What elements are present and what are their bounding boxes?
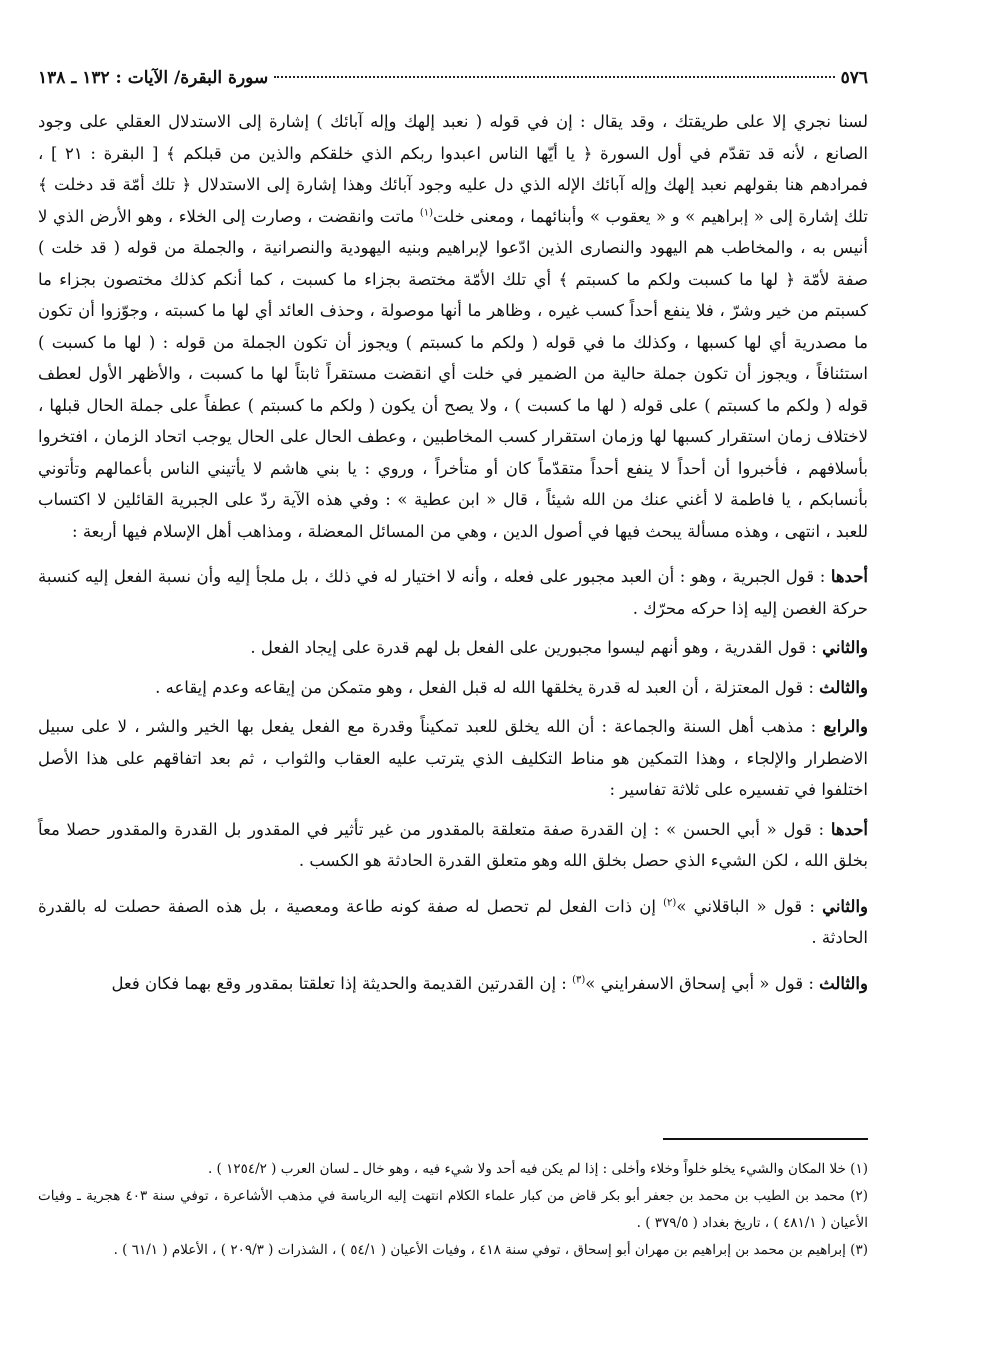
interpretation-2-text-b: إن ذات الفعل لم تحصل له صفة كونه طاعة ومعصية ، بل هذه الصفة حصلت له بالقدرة الحادثة . bbox=[38, 896, 868, 947]
opinion-4 bbox=[38, 711, 868, 806]
footnote-ref-1: (١) bbox=[419, 207, 434, 218]
interpretation-2 bbox=[38, 891, 868, 954]
interpretation-2-lead: والثاني bbox=[822, 896, 868, 916]
header-dotted-leader bbox=[274, 76, 834, 78]
main-text bbox=[38, 106, 868, 999]
paragraph-intro bbox=[38, 106, 868, 547]
interpretation-1-text: : قول « أبي الحسن » : إن القدرة صفة متعلقة بالمقدور من غير تأثير في المقدور بل القدرة والمقدور حصلا معاً بخلق الله ، لكن الشيء الذي حصل بخلق الله وهو متعلق القدرة الحادثة هو الكسب . bbox=[38, 819, 868, 870]
interpretation-3-text-a: : قول « أبي إسحاق الاسفرايني » bbox=[585, 973, 820, 993]
document-page bbox=[38, 68, 868, 1348]
footnote-3: (٣) إبراهيم بن محمد بن إبراهيم بن مهران أبو إسحاق ، توفي سنة ٤١٨ ، وفيات الأعيان ( ٥٤/١ ) ، الشذرات ( ٢٠٩/٣ ) ، الأعلام ( ٦١/١ ) . bbox=[113, 1242, 868, 1258]
interpretation-1 bbox=[38, 814, 868, 877]
footnote-ref-3: (٣) bbox=[572, 974, 586, 985]
paragraph-intro-text: لسنا نجري إلا على طريقتك ، وقد يقال : إن في قوله ( نعبد إلهك وإله آبائك ) إشارة إلى الاستدلال العقلي على وجود الصانع ، لأنه قد تقدّم في أول السورة ﴿ يا أيّها الناس اعبدوا ربكم الذي خلقكم والذين من قبلكم ﴾ [ البقرة : ٢١ ] ، فمرادهم هنا بقولهم نعبد إلهك وإله آبائك الإله الذي دل عليه وجود آبائك وهذا إشارة إلى الاستدلال ﴿ تلك أمّة قد دخلت ﴾ تلك إشارة إلى « إبراهيم » و « يعقوب » وأبنائهما ، ومعنى خلت bbox=[38, 112, 868, 226]
interpretation-3-text-b: : إن القدرتين القديمة والحديثة إذا تعلقتا بمقدور وقع بهما فكان فعل bbox=[111, 973, 573, 993]
opinion-2-text: : قول القدرية ، وهو أنهم ليسوا مجبورين على الفعل بل لهم قدرة على إيجاد الفعل . bbox=[250, 638, 823, 657]
opinion-1-lead: أحدها bbox=[830, 567, 868, 586]
opinion-2-lead: والثاني bbox=[822, 638, 868, 657]
interpretation-3-lead: والثالث bbox=[819, 973, 868, 993]
footnote-separator bbox=[663, 1138, 868, 1140]
surah-title: سورة البقرة/ الآيات : ١٣٢ ـ ١٣٨ bbox=[38, 68, 269, 88]
opinion-3-lead: والثالث bbox=[819, 677, 868, 697]
opinion-1 bbox=[38, 561, 868, 624]
opinion-3 bbox=[38, 672, 868, 704]
opinion-4-text: : مذهب أهل السنة والجماعة : أن الله يخلق للعبد تمكيناً وقدرة مع الفعل يفعل بها الخير والشر ، لا على سبيل الاضطرار والإلجاء ، وهذا التمكين هو مناط التكليف الذي يترتب عليه العقاب والثواب ، ثم بعد اتفاقهم على هذا الأصل اختلفوا في تفسيره على ثلاثة تفاسير : bbox=[38, 717, 868, 799]
footnote-2: (٢) محمد بن الطيب بن محمد بن جعفر أبو بكر قاض من كبار علماء الكلام انتهت إليه الرياسة في مذهب الأشاعرة ، توفي سنة ٤٠٣ هجرية ـ وفيات الأعيان ( ٤٨١/١ ) ، تاريخ بغداد ( ٣٧٩/٥ ) . bbox=[38, 1188, 868, 1231]
footnote-1: (١) خلا المكان والشيء يخلو خلواً وخلاء وأخلى : إذا لم يكن فيه أحد ولا شيء فيه ، وهو خال ـ لسان العرب ( ١٢٥٤/٢ ) . bbox=[207, 1161, 868, 1177]
opinion-4-lead: والرابع bbox=[823, 717, 868, 736]
page-number: ٥٧٦ bbox=[840, 68, 868, 88]
footnote-ref-2: (٢) bbox=[663, 897, 677, 908]
paragraph-intro-text-cont: ماتت وانقضت ، وصارت إلى الخلاء ، وهو الأرض الذي لا أنيس به ، والمخاطب هم اليهود والنصارى الذين ادّعوا لإبراهيم وبنيه اليهودية والنصرانية ، والجملة من قوله ( قد خلت ) صفة لأمّة ﴿ لها ما كسبت ولكم ما كسبتم ﴾ أي تلك الأمّة مختصة بجزاء ما كسبت ، كما أنكم كذلك مختصون بجزاء ما كسبتم من خير وشرّ ، فلا ينفع أحداً كسب غيره ، وظاهر ما أنها موصولة ، وحذف العائد أي لها ما كسبته ، وجوّزوا أن تكون ما مصدرية أي لها كسبها ، وكذلك ما في قوله ( ولكم ما كسبتم ) ويجوز أن تكون الجملة من قوله : ( لها ما كسبت ) استئنافاً ، ويجوز أن تكون جملة حالية من الضمير في خلت أي انقضت مستقراً ثابتاً لها ما كسبت ، والأظهر الأول لعطف قوله ( ولكم ما كسبتم ) على قوله ( لها ما كسبت ) ، ولا يصح أن يكون ( ولكم ما كسبتم ) عطفاً على جملة الحال قبلها ، لاختلاف زمان استقرار كسبها لها وزمان استقرار كسب المخاطبين ، وعطف الحال على الحال يوجب اتحاد الزمان ، افتخروا بأسلافهم ، فأخبروا أن أحداً لا ينفع أحداً متقدّماً كان أو متأخراً ، وروي : يا بني هاشم لا يأتيني الناس بأعمالهم وتأتوني بأنسابكم ، يا فاطمة لا أغني عنك من الله شيئاً ، قال « ابن عطية » : وفي هذه الآية ردّ على الجبرية القائلين لا اكتساب للعبد ، انتهى ، وهذه مسألة يبحث فيها في أصول الدين ، وهي من المسائل المعضلة ، ومذاهب أهل الإسلام فيها أربعة : bbox=[38, 206, 868, 541]
page-header bbox=[38, 68, 868, 98]
interpretation-1-lead: أحدها bbox=[830, 819, 868, 839]
interpretation-3 bbox=[38, 968, 868, 1000]
opinion-2 bbox=[38, 632, 868, 664]
opinion-3-text: : قول المعتزلة ، أن العبد له قدرة يخلقها الله له قبل الفعل ، وهو متمكن من إيقاعه وعدم إيقاعه . bbox=[155, 677, 820, 697]
interpretation-2-text-a: : قول « الباقلاني » bbox=[676, 896, 823, 916]
footnotes bbox=[38, 1156, 868, 1264]
opinion-1-text: : قول الجبرية ، وهو : أن العبد مجبور على فعله ، وأنه لا اختيار له في ذلك ، بل ملجأ إليه وأن نسبة الفعل إليه كنسبة حركة الغصن إليه إذا حركه محرّك . bbox=[38, 567, 868, 618]
